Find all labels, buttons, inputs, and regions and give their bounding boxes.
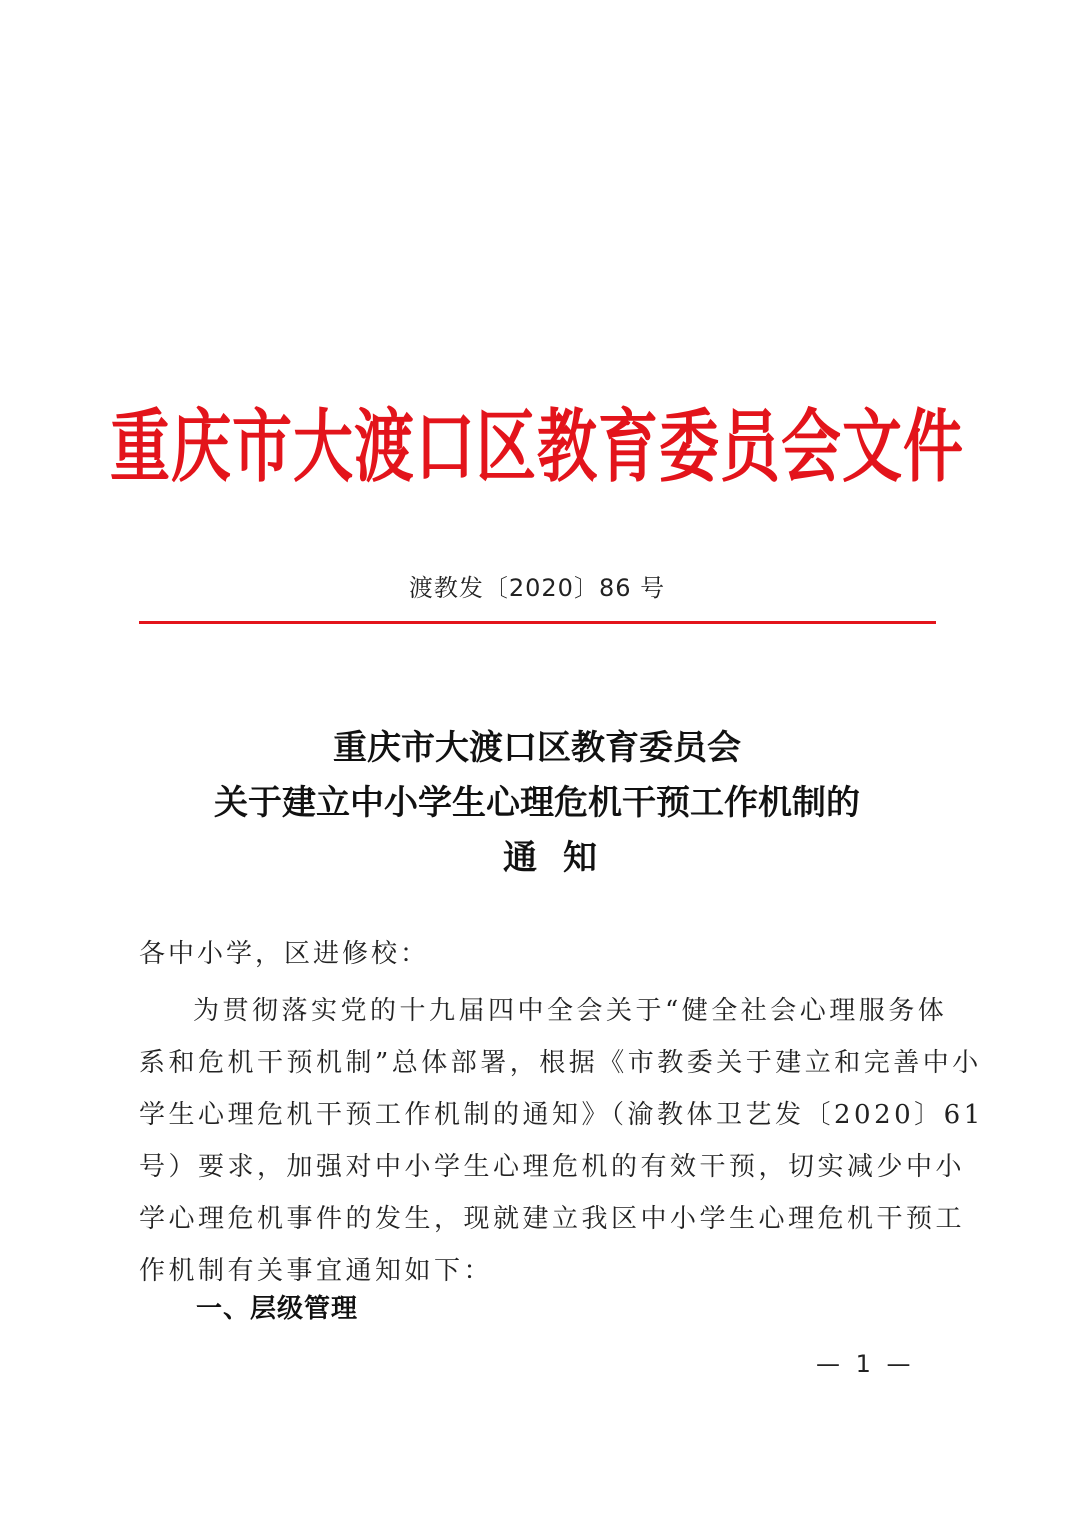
- paragraph-line: 学生心理危机干预工作机制的通知》（渝教体卫艺发〔2020〕61: [139, 1100, 984, 1130]
- body-paragraph: [139, 985, 984, 1297]
- paragraph-line: 为贯彻落实党的十九届四中全会关于“健全社会心理服务体: [193, 996, 948, 1026]
- paragraph-line: 学心理危机事件的发生，现就建立我区中小学生心理危机干预工: [139, 1204, 966, 1234]
- document-masthead: 重庆市大渡口区教育委员会文件: [110, 401, 964, 494]
- paragraph-line: 系和危机干预机制”总体部署，根据《市教委关于建立和完善中小: [139, 1048, 982, 1078]
- salutation: 各中小学，区进修校：: [139, 939, 430, 969]
- red-separator-line: [139, 621, 936, 624]
- title-line-2: 关于建立中小学生心理危机干预工作机制的: [214, 783, 860, 823]
- section-heading: 一、层级管理: [196, 1294, 359, 1324]
- paragraph-line: 号）要求，加强对中小学生心理危机的有效干预，切实减少中小: [139, 1152, 966, 1182]
- title-line-1: 重庆市大渡口区教育委员会: [333, 728, 741, 768]
- title-line-3: 通知: [503, 838, 623, 878]
- page-number: — 1 —: [816, 1350, 915, 1378]
- paragraph-line: 作机制有关事宜通知如下：: [139, 1256, 494, 1286]
- document-number: 渡教发〔2020〕86 号: [408, 574, 666, 602]
